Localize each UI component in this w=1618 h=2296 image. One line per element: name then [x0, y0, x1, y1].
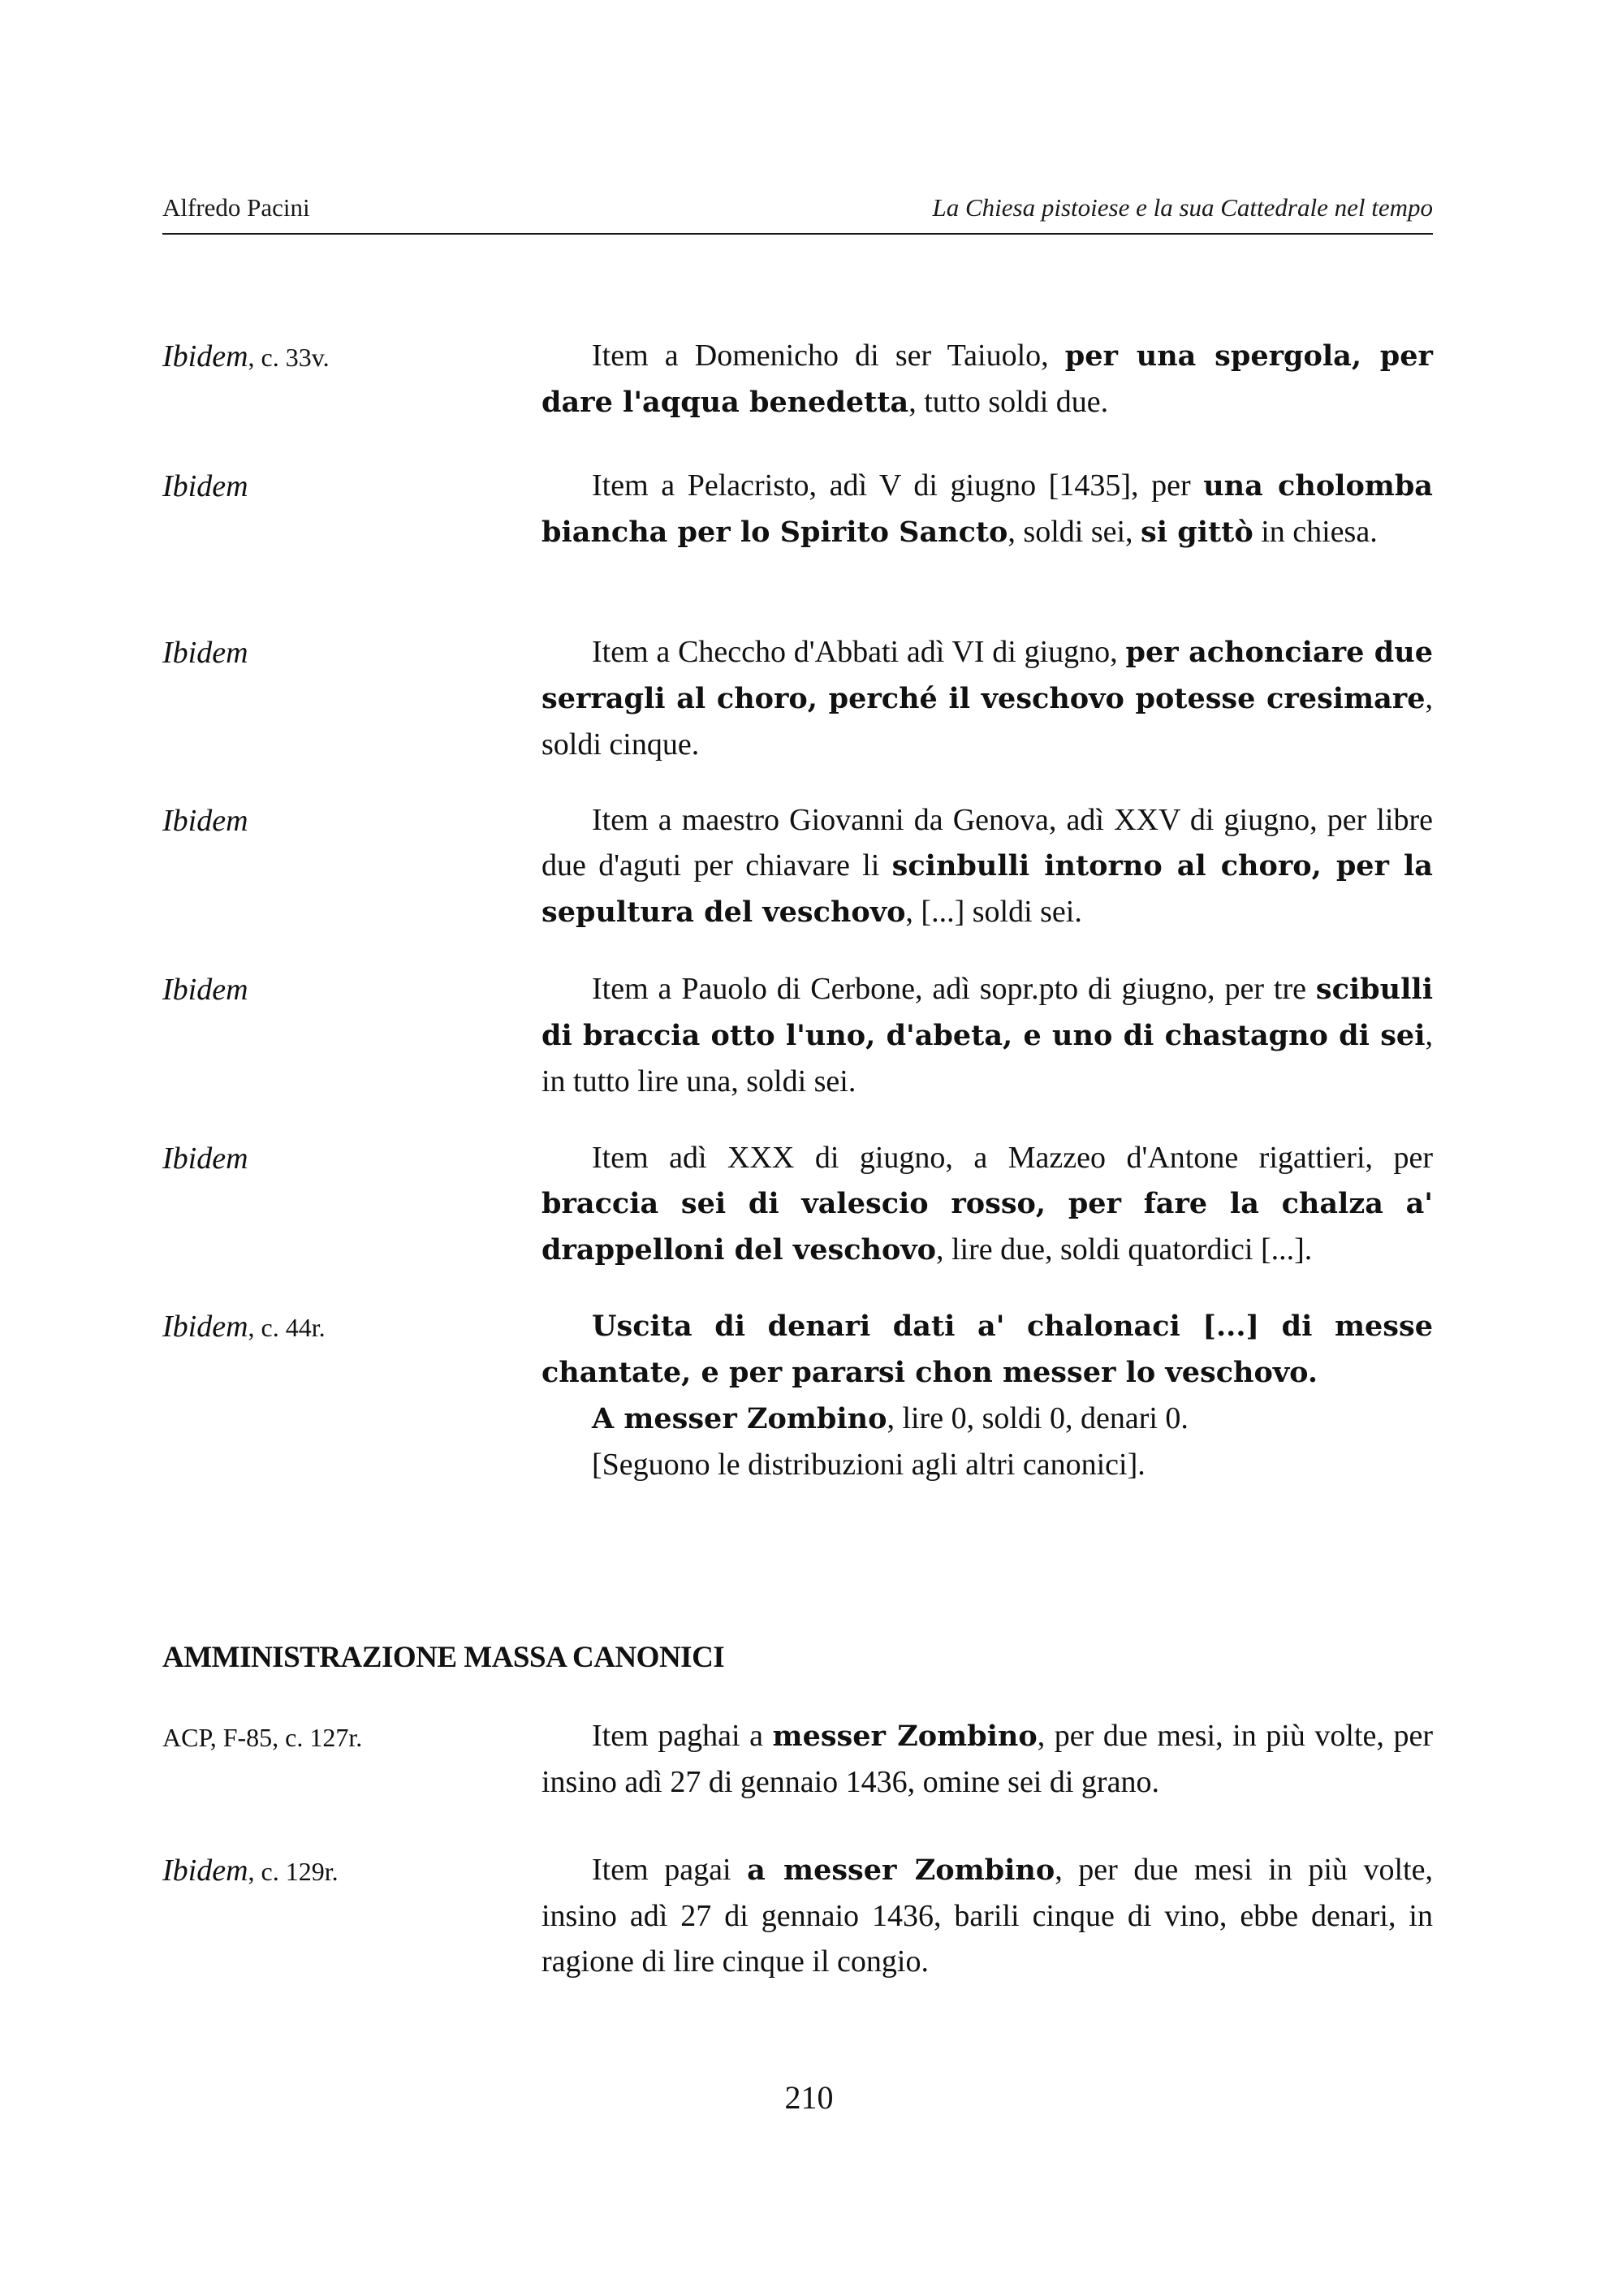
- text-segment: Item adì XXX di giugno, a Mazzeo d'Antone rigattieri, per: [592, 1141, 1433, 1175]
- entry-text: [541, 1713, 1433, 1805]
- text-segment: Item a Domenicho di ser Taiuolo,: [592, 339, 1065, 373]
- bold-segment: braccia sei di valescio rosso, per fare la chalza a' drappelloni del veschovo: [541, 1187, 1433, 1267]
- text-segment: Item a Pelacristo, adì V di giugno [1435], per: [592, 468, 1204, 503]
- page-number: 210: [784, 2079, 834, 2116]
- ref-plain: ACP, F-85, c. 127r.: [162, 1723, 363, 1752]
- entry-reference: [162, 797, 520, 844]
- text-segment: , tutto soldi due.: [908, 385, 1109, 419]
- ref-ibidem: Ibidem: [162, 1310, 248, 1344]
- ref-ibidem: Ibidem: [162, 973, 248, 1007]
- bold-segment: messer Zombino: [772, 1720, 1038, 1753]
- text-segment: Item a maestro Giovanni da Genova, adì XXV di giugno, per libre due d'aguti per chiavare li: [541, 803, 1433, 883]
- entry-reference: [162, 1847, 520, 1895]
- ref-ibidem: Ibidem: [162, 339, 248, 373]
- text-segment: , per due mesi in più volte, insino adì 27 di gennaio 1436, barili cinque di vino, ebbe denari, in ragione di lire cinque il congio.: [541, 1853, 1433, 1979]
- entry-text: [541, 1303, 1433, 1487]
- text-line: [541, 1442, 1433, 1487]
- header-rule: [162, 233, 1433, 235]
- text-segment: Item pagai: [592, 1853, 748, 1887]
- entry-text: [541, 966, 1433, 1104]
- bold-segment: una cholomba biancha per lo Spirito Sancto: [541, 469, 1433, 549]
- ref-ibidem: Ibidem: [162, 636, 248, 670]
- ref-folio: , c. 44r.: [248, 1313, 326, 1342]
- section-heading: AMMINISTRAZIONE MASSA CANONICI: [162, 1641, 725, 1674]
- bold-segment: Uscita di denari dati a' chalonaci [...] di messe chantate, e per pararsi chon messer lo veschovo.: [541, 1310, 1433, 1389]
- text-segment: , per due mesi, in più volte, per insino adì 27 di gennaio 1436, omine sei di grano.: [541, 1719, 1434, 1799]
- bold-segment: scibulli di braccia otto l'uno, d'abeta, e uno di chastagno di sei: [541, 973, 1433, 1052]
- header-book-title: La Chiesa pistoiese e la sua Cattedrale nel tempo: [932, 193, 1433, 222]
- text-segment: , lire due, soldi quatordici [...].: [935, 1232, 1313, 1267]
- entry-text: [541, 1135, 1433, 1273]
- text-segment: , in tutto lire una, soldi sei.: [541, 1018, 1433, 1098]
- header-author: Alfredo Pacini: [162, 193, 310, 222]
- entry-text: [541, 333, 1433, 425]
- text-line: [541, 1396, 1433, 1442]
- bold-segment: per achonciare due serragli al choro, perché il veschovo potesse cresimare: [541, 636, 1433, 715]
- entry-reference: [162, 966, 520, 1013]
- bold-segment: A messer Zombino: [592, 1402, 887, 1435]
- text-segment: , lire 0, soldi 0, denari 0.: [887, 1401, 1189, 1435]
- entry-text: [541, 797, 1433, 935]
- text-segment: Item a Checcho d'Abbati adì VI di giugno,: [592, 635, 1126, 669]
- ref-folio: , c. 33v.: [248, 343, 330, 372]
- entry-reference: [162, 333, 520, 381]
- entry-text: [541, 463, 1433, 555]
- entry-reference: [162, 1303, 520, 1351]
- ref-ibidem: Ibidem: [162, 469, 248, 503]
- entry-reference: [162, 463, 520, 510]
- running-header: [162, 193, 1433, 226]
- ref-ibidem: Ibidem: [162, 804, 248, 838]
- text-segment: , soldi sei,: [1007, 515, 1141, 549]
- ref-ibidem: Ibidem: [162, 1142, 248, 1176]
- text-segment: Item a Pauolo di Cerbone, adì sopr.pto di giugno, per tre: [592, 972, 1316, 1006]
- entry-text: [541, 1847, 1433, 1984]
- entry-reference: [162, 629, 520, 676]
- text-segment: in chiesa.: [1253, 515, 1378, 549]
- text-segment: Item paghai a: [592, 1719, 773, 1753]
- bold-segment: scinbulli intorno al choro, per la sepultura del veschovo: [541, 849, 1433, 929]
- text-segment: , soldi cinque.: [541, 681, 1433, 762]
- ref-folio: , c. 129r.: [248, 1857, 339, 1886]
- ref-ibidem: Ibidem: [162, 1854, 248, 1888]
- entry-text: [541, 629, 1433, 767]
- bold-segment: si gittò: [1141, 516, 1253, 549]
- bold-segment: per una spergola, per dare l'aqqua benedetta: [541, 339, 1433, 419]
- text-segment: [Seguono le distribuzioni agli altri canonici].: [592, 1448, 1146, 1482]
- entry-reference: [162, 1713, 520, 1761]
- bold-segment: a messer Zombino: [747, 1854, 1055, 1887]
- entry-reference: [162, 1135, 520, 1182]
- text-segment: , [...] soldi sei.: [905, 895, 1082, 929]
